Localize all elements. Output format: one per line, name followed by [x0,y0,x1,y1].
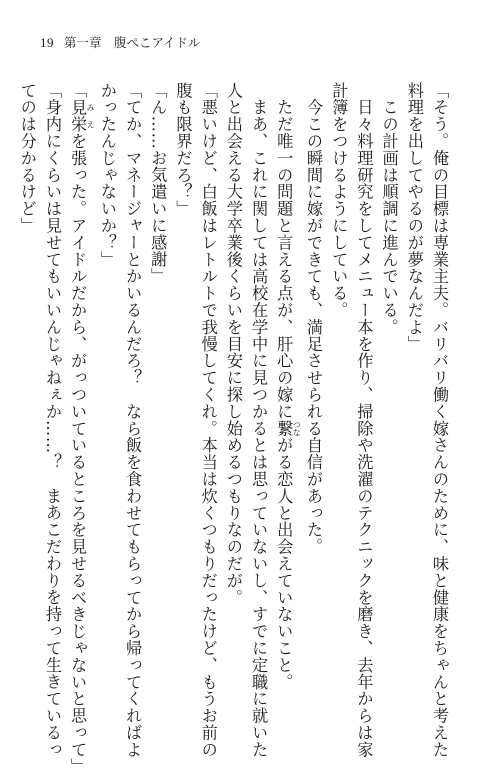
text-line-9: 人と出会える大学卒業後くらいを目安に探し始めるつもりなのだが。 [223,82,243,606]
text-line-10: 「悪いけど、白飯はレトルトで我慢してくれ。本当は炊くつもりだったけど、もうお前の [198,82,218,758]
running-title: 第一章 腹ぺこアイドル [64,35,201,50]
page-number: 19 [40,35,54,50]
text-line-6: 今この瞬間に嫁ができても、満足させられる自信があった。 [303,82,323,556]
text-line-13: 「てか、マネージャーとかいるんだろ？ なら飯を食わせてもらってから帰ってくればよ [123,82,143,758]
text-line-2: 料理を出してやるのが夢なんだよ」 [404,82,424,353]
text-segment: を張った。アイドルだから、がっついているところを見せるべきじゃないと思って」 [68,132,88,775]
text-segment: ただ唯一の問題と言える点が、肝心の嫁に [274,82,294,420]
text-line-7 [271,82,302,691]
text-line-12: 「ん……お気遣いに感謝」 [148,82,168,285]
running-header [40,36,200,50]
ruby-word [274,420,302,437]
ruby-base: 繋 [274,420,294,437]
body-text [15,82,452,775]
text-line-15 [65,82,96,775]
text-line-5: 計簿をつけるようにしている。 [329,82,349,319]
ruby-word [68,98,96,133]
text-line-16: 「身内にくらいは見せてもいいんじゃねぇか……？ まあこだわりを持って生きているっ [42,82,62,758]
text-line-14: かったんじゃないか？」 [97,82,117,268]
ruby-reading: みえ [86,98,96,133]
text-line-11: 腹も限界だろ？」 [173,82,193,218]
text-line-3: この計画は順調に進んでいる。 [379,82,399,336]
text-segment: がる恋人と出会えていないこと。 [274,436,294,691]
ruby-base: 見栄 [68,98,88,133]
text-line-4: 日々料理研究をしてメニュー本を作り、掃除や洗濯のテクニックを磨き、去年からは家 [354,82,374,758]
ruby-reading: つな [292,420,302,437]
text-line-1: 「そう。俺の目標は専業主夫。バリバリ働く嫁さんのために、味と健康をちゃんと考えた [430,82,449,758]
text-line-17: てのは分かるけど」 [17,82,37,235]
text-line-8: まあ、これに関しては高校在学中に見つかるとは思っていないし、すでに定職に就いた [249,82,269,758]
text-segment: 「 [68,82,88,99]
